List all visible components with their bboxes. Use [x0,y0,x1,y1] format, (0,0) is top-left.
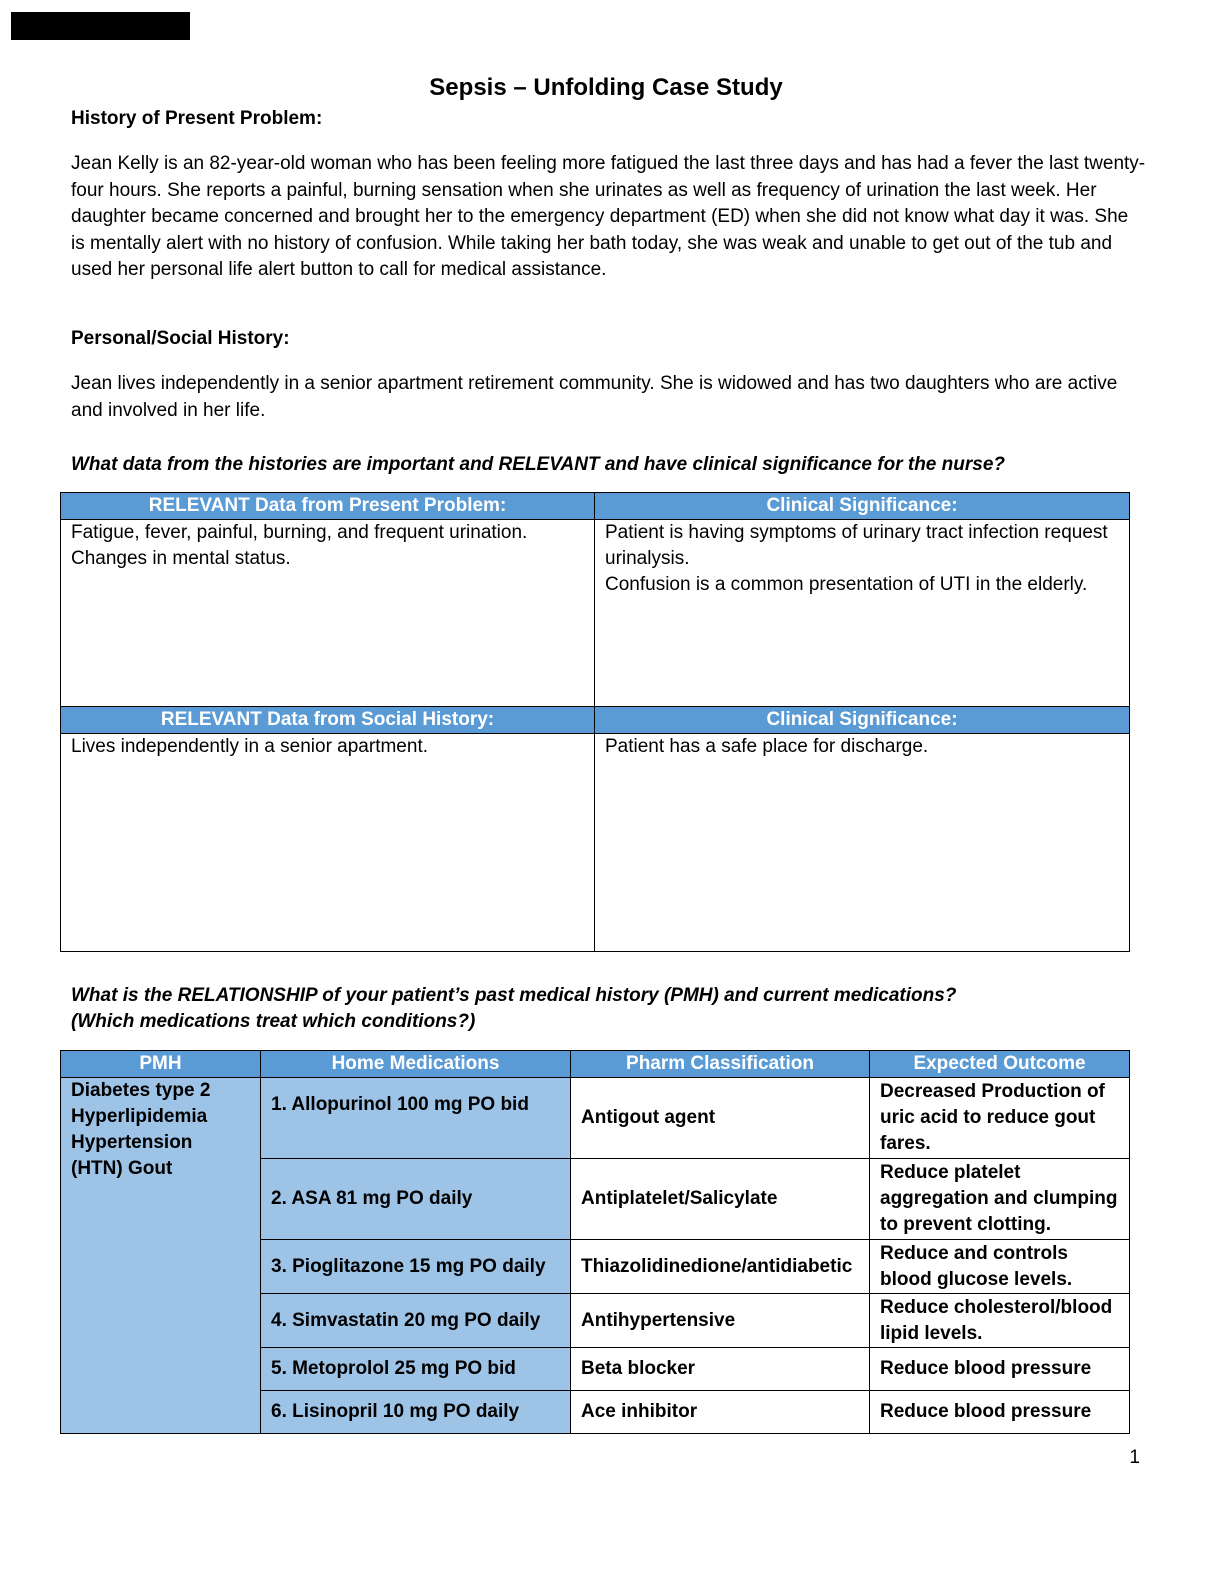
redaction-bar [11,12,190,40]
present-problem-header: RELEVANT Data from Present Problem: [61,493,595,520]
pmh-item: Hypertension [71,1132,193,1153]
present-problem-data [61,520,595,707]
page-number: 1 [1129,1447,1140,1468]
outcome-cell: Reduce blood pressure [870,1348,1130,1391]
pmh-header: PMH [61,1051,261,1078]
significance-line: Confusion is a common presentation of UTI in the elderly. [605,574,1088,595]
question-pmh-relationship [71,983,956,1035]
significance-line: Patient is having symptoms of urinary tract infection request urinalysis. [605,522,1108,569]
classification-cell: Thiazolidinedione/antidiabetic [571,1240,870,1294]
clinical-significance-header: Clinical Significance: [595,493,1130,520]
pmh-conditions [61,1078,261,1434]
question-line: (Which medications treat which conditions?) [71,1011,476,1032]
question-line: What is the RELATIONSHIP of your patient’s past medical history (PMH) and current medications? [71,985,957,1006]
present-problem-line: Changes in mental status. [71,548,291,569]
clinical-significance-header: Clinical Significance: [595,707,1130,734]
pmh-item: Diabetes type 2 [71,1080,211,1101]
page-title: Sepsis – Unfolding Case Study [429,74,783,101]
hpp-heading: History of Present Problem: [71,108,323,129]
outcome-cell: Decreased Production of uric acid to reduce gout fares. [870,1078,1130,1159]
present-problem-significance [595,520,1130,707]
pmh-item: Hyperlipidemia [71,1106,208,1127]
social-history-header: RELEVANT Data from Social History: [61,707,595,734]
medication-cell: 4. Simvastatin 20 mg PO daily [261,1294,571,1348]
relevant-data-table [60,492,1130,952]
outcome-cell: Reduce platelet aggregation and clumping to prevent clotting. [870,1159,1130,1240]
classification-cell: Ace inhibitor [571,1391,870,1434]
classification-cell: Antiplatelet/Salicylate [571,1159,870,1240]
expected-outcome-header: Expected Outcome [870,1051,1130,1078]
medication-cell: 1. Allopurinol 100 mg PO bid [261,1078,571,1159]
classification-cell: Beta blocker [571,1348,870,1391]
medication-cell: 5. Metoprolol 25 mg PO bid [261,1348,571,1391]
social-heading: Personal/Social History: [71,328,290,349]
hpp-text: Jean Kelly is an 82-year-old woman who has been feeling more fatigued the last three days and has had a fever the last twenty-four hours. She reports a painful, burning sensation when she urinates as well as frequency of urination the last week. Her daughter became concerned and brought her to the emergency department (ED) when she did not know what day it was. She is mentally alert with no history of confusion. While taking her bath today, she was weak and unable to get out of the tub and used her personal life alert button to call for medical assistance. [71,153,1146,280]
classification-cell: Antigout agent [571,1078,870,1159]
outcome-cell: Reduce and controls blood glucose levels. [870,1240,1130,1294]
medication-cell: 3. Pioglitazone 15 mg PO daily [261,1240,571,1294]
medication-cell: 2. ASA 81 mg PO daily [261,1159,571,1240]
home-medications-header: Home Medications [261,1051,571,1078]
pmh-item: (HTN) Gout [71,1158,173,1179]
outcome-cell: Reduce cholesterol/blood lipid levels. [870,1294,1130,1348]
present-problem-line: Fatigue, fever, painful, burning, and frequent urination. [71,522,528,543]
outcome-cell: Reduce blood pressure [870,1391,1130,1434]
pharm-classification-header: Pharm Classification [571,1051,870,1078]
social-text: Jean lives independently in a senior apartment retirement community. She is widowed and has two daughters who are active and involved in her life. [71,373,1118,421]
social-history-data: Lives independently in a senior apartment. [61,734,595,952]
question-relevant-data: What data from the histories are important and RELEVANT and have clinical significance for the nurse? [71,454,1005,475]
social-history-significance: Patient has a safe place for discharge. [595,734,1130,952]
medication-cell: 6. Lisinopril 10 mg PO daily [261,1391,571,1434]
classification-cell: Antihypertensive [571,1294,870,1348]
pmh-medications-table [60,1050,1130,1434]
